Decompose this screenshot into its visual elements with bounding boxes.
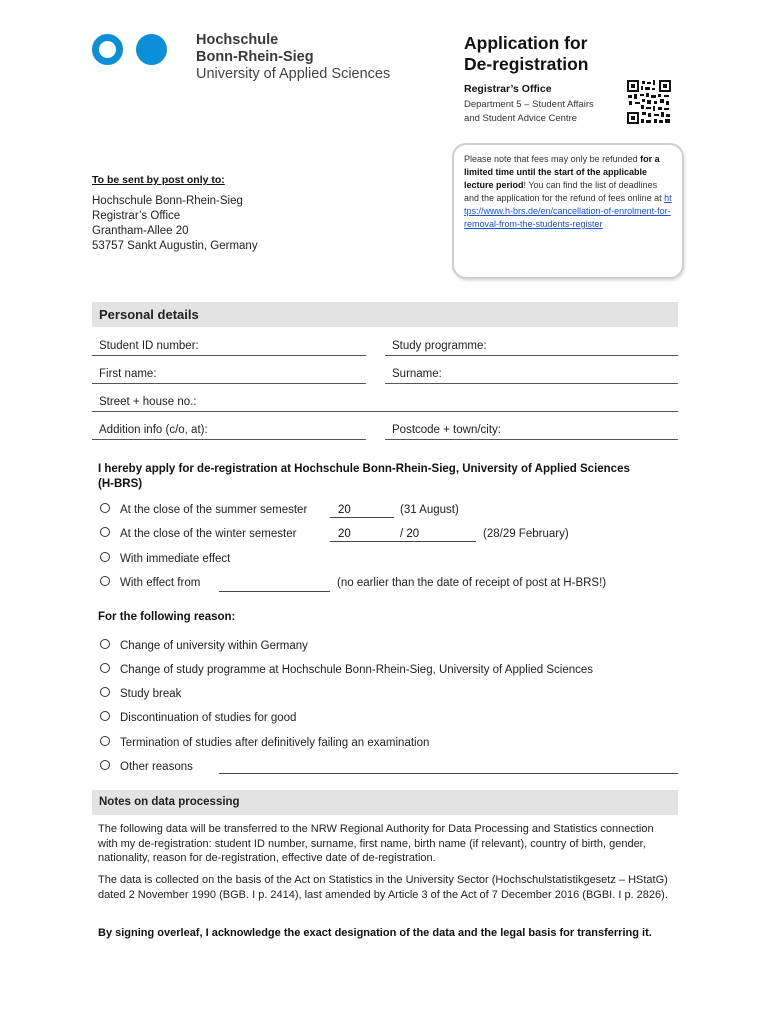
first-name-field[interactable]: First name: xyxy=(92,366,366,384)
reason-label: Termination of studies after definitively failing an examination xyxy=(120,737,430,749)
radio-circle-icon[interactable] xyxy=(100,736,110,746)
radio-circle-icon[interactable] xyxy=(100,760,110,770)
reason-discontinuation[interactable] xyxy=(100,710,296,726)
other-reasons-field[interactable] xyxy=(219,757,678,774)
winter-year-field-1[interactable]: 20 xyxy=(330,526,396,542)
student-id-field[interactable]: Student ID number: xyxy=(92,338,366,356)
reason-heading: For the following reason: xyxy=(98,611,236,623)
reason-change-programme[interactable] xyxy=(100,662,593,678)
university-logo-mark xyxy=(92,34,172,66)
effect-from-note: (no earlier than the date of receipt of post at H-BRS!) xyxy=(337,577,607,589)
form-title-line-1: Application for xyxy=(464,33,588,53)
reason-termination-exam[interactable] xyxy=(100,735,429,751)
radio-circle-icon[interactable] xyxy=(100,663,110,673)
notice-text-2: ! You can find the list of deadlines and the application for the refund of fees online at xyxy=(464,180,665,203)
data-processing-heading: Notes on data processing xyxy=(92,790,678,815)
reason-label: Discontinuation of studies for good xyxy=(120,712,297,724)
option-winter-label: At the close of the winter semester xyxy=(120,528,297,540)
form-title-line-2: De-registration xyxy=(464,54,589,74)
office-name: Registrar’s Office xyxy=(464,83,552,95)
radio-circle-icon[interactable] xyxy=(100,552,110,562)
option-summer-semester[interactable] xyxy=(100,502,307,518)
reason-other[interactable] xyxy=(100,759,193,775)
option-immediate-effect[interactable] xyxy=(100,551,230,567)
study-programme-field[interactable]: Study programme: xyxy=(385,338,678,356)
form-title xyxy=(464,33,588,75)
radio-circle-icon[interactable] xyxy=(100,576,110,586)
department-line-1: Department 5 – Student Affairs xyxy=(464,99,594,110)
winter-year-field-2[interactable]: / 20 xyxy=(396,526,476,542)
reason-change-university[interactable] xyxy=(100,638,308,654)
effect-from-date-field[interactable] xyxy=(219,575,330,592)
radio-circle-icon[interactable] xyxy=(100,639,110,649)
personal-details-heading: Personal details xyxy=(92,302,678,327)
radio-circle-icon[interactable] xyxy=(100,527,110,537)
department-line-2: and Student Advice Centre xyxy=(464,113,578,124)
reason-label: Study break xyxy=(120,688,182,700)
reason-label: Other reasons xyxy=(120,761,193,773)
logo-line-3: University of Applied Sciences xyxy=(196,66,391,82)
data-processing-paragraph-1: The following data will be transferred to the NRW Regional Authority for Data Processing and Statistics connection with my de-registration: student ID number, surname, first name, birth name (if relevant), country of birth, gender, nationality, reason for de-registration, effective date of de-registration. xyxy=(98,823,654,864)
radio-circle-icon[interactable] xyxy=(100,503,110,513)
radio-circle-icon[interactable] xyxy=(100,687,110,697)
deregistration-statement: I hereby apply for de-registration at Hochschule Bonn-Rhein-Sieg, University of Applied Sciences (H-BRS) xyxy=(98,463,630,490)
reason-study-break[interactable] xyxy=(100,686,181,702)
reason-label: Change of university within Germany xyxy=(120,640,308,652)
address-line-4: 53757 Sankt Augustin, Germany xyxy=(92,240,258,252)
summer-date-note: (31 August) xyxy=(400,504,459,516)
address-line-2: Registrar’s Office xyxy=(92,210,181,222)
option-winter-semester[interactable] xyxy=(100,526,296,542)
address-line-1: Hochschule Bonn-Rhein-Sieg xyxy=(92,195,243,207)
logo-line-1: Hochschule xyxy=(196,32,279,48)
data-processing-acknowledgement: By signing overleaf, I acknowledge the exact designation of the data and the legal basis for transferring it. xyxy=(98,927,652,939)
refund-info-link[interactable]: https://www.h-brs.de/en/cancellation-of-enrolment-for-removal-from-the-students-register xyxy=(464,193,672,229)
reason-label: Change of study programme at Hochschule Bonn-Rhein-Sieg, University of Applied Sciences xyxy=(120,664,594,676)
summer-year-field[interactable]: 20 xyxy=(330,502,394,518)
addition-info-field[interactable]: Addition info (c/o, at): xyxy=(92,422,366,440)
postal-address xyxy=(92,194,258,254)
notice-bold-text: for a limited time until the start of the applicable lecture period xyxy=(464,154,660,190)
postcode-town-field[interactable]: Postcode + town/city: xyxy=(385,422,678,440)
option-effect-from-label: With effect from xyxy=(120,577,201,589)
winter-date-note: (28/29 February) xyxy=(483,528,569,540)
send-by-post-label: To be sent by post only to: xyxy=(92,174,225,186)
option-effect-from[interactable] xyxy=(100,575,200,591)
option-summer-label: At the close of the summer semester xyxy=(120,504,308,516)
logo-line-2: Bonn-Rhein-Sieg xyxy=(196,49,314,65)
refund-notice-box xyxy=(452,143,684,279)
street-field[interactable]: Street + house no.: xyxy=(92,394,678,412)
department-name xyxy=(464,98,594,126)
address-line-3: Grantham-Allee 20 xyxy=(92,225,189,237)
radio-circle-icon[interactable] xyxy=(100,711,110,721)
surname-field[interactable]: Surname: xyxy=(385,366,678,384)
university-logo-text xyxy=(196,32,390,83)
data-processing-paragraph-2: The data is collected on the basis of the Act on Statistics in the University Sector (Hochschulstatistikgesetz – HStatG) dated 2 November 1990 (BGB. I p. 2414), last amended by Article 3 of the Act of 7 December 2016 (BGBI. I p. 2826). xyxy=(98,874,668,901)
option-immediate-label: With immediate effect xyxy=(120,553,231,565)
qr-code-icon xyxy=(627,80,671,124)
notice-text-1: Please note that fees may only be refunded xyxy=(464,154,641,164)
